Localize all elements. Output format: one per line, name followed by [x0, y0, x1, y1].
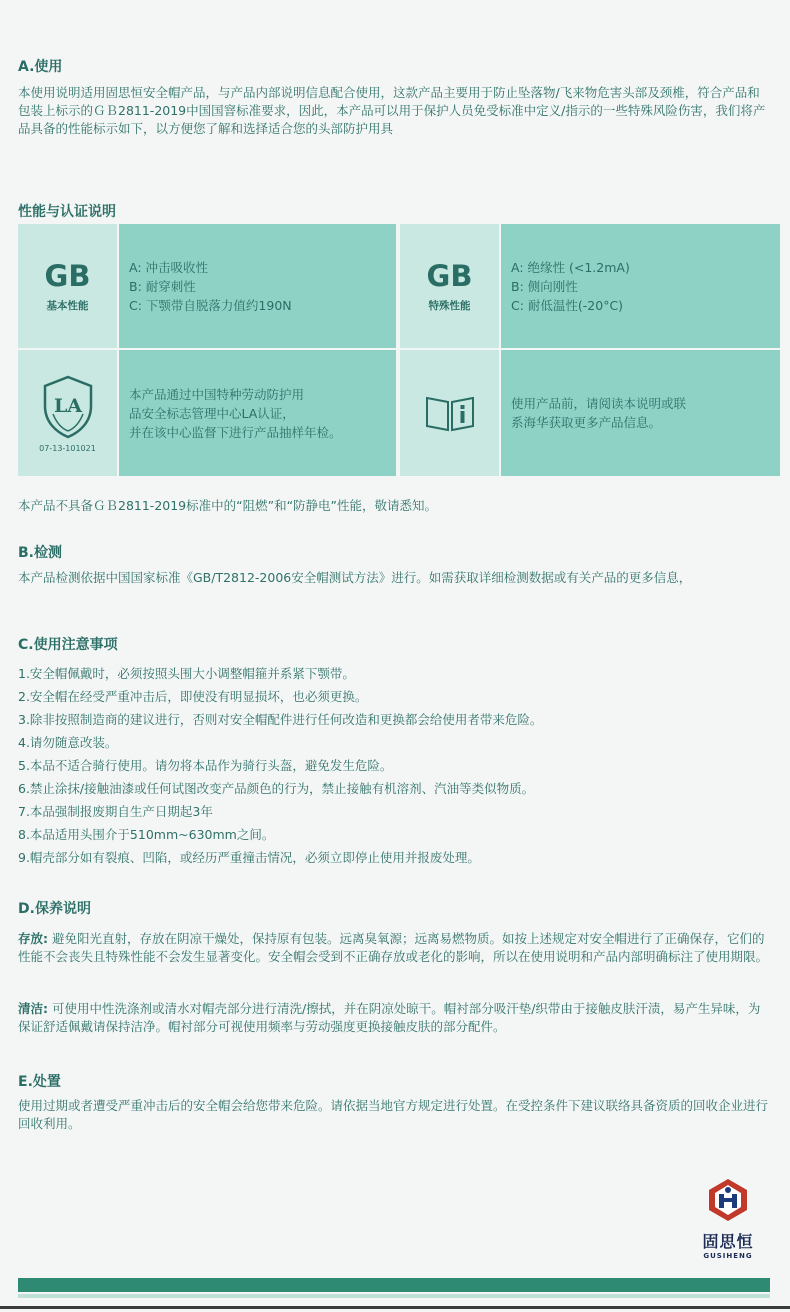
footer-bar-light: [18, 1294, 770, 1298]
basic-performance-badge: [18, 224, 117, 348]
brand-logo-icon: [705, 1177, 751, 1223]
storage-label: 存放:: [18, 931, 48, 946]
list-item: 7.本品强制报废期自生产日期起3年: [18, 804, 213, 819]
list-item: 4.请勿随意改装。: [18, 735, 118, 750]
list-item: 5.本品不适合骑行使用。请勿将本品作为骑行头盔，避免发生危险。: [18, 758, 393, 773]
clean-label: 清洁:: [18, 1001, 48, 1016]
la-certification-badge: [18, 350, 117, 476]
la-code: 07-13-101021: [39, 443, 96, 453]
la-certification-text: [119, 350, 396, 476]
basic-gb-code: GB: [44, 258, 91, 293]
section-e-title: E.处置: [18, 1074, 61, 1090]
performance-note: 本产品不具备ＧＢ2811-2019标准中的“阻燃”和“防静电”性能，敬请悉知。: [18, 498, 438, 513]
la-badge-text: LA: [53, 394, 82, 417]
manual-badge: [400, 350, 499, 476]
section-a-title: A.使用: [18, 59, 63, 75]
special-line-a: A: 绝缘性 (<1.2mA): [511, 259, 630, 275]
special-line-b: B: 侧向刚性: [511, 278, 578, 294]
la-line-3: 并在该中心监督下进行产品抽样年检。: [129, 424, 342, 440]
section-b-title: B.检测: [18, 545, 62, 561]
basic-performance-list: [119, 224, 396, 348]
special-line-c: C: 耐低温性(-20°C): [511, 297, 624, 313]
list-item: 1.安全帽佩戴时，必须按照头围大小调整帽箍并系紧下颚带。: [18, 666, 355, 681]
special-performance-badge: [400, 224, 499, 348]
list-item: 2.安全帽在经受严重冲击后，即使没有明显损坏，也必须更换。: [18, 689, 368, 704]
la-shield-icon: [39, 374, 97, 440]
brand-name-en: GUSIHENG: [703, 1252, 753, 1260]
storage-text: 避免阳光直射，存放在阴凉干燥处，保持原有包装。远离臭氧源；远离易燃物质。如按上述规定对安全帽进行了正确保存，它们的性能不会丧失且特殊性能不会发生显著变化。安全帽会受到不正确存放或老化的影响，所以在使用说明和产品内部明确标注了使用期限。: [18, 931, 769, 964]
basic-gb-label: 基本性能: [46, 299, 89, 312]
list-item: 8.本品适用头围介于510mm~630mm之间。: [18, 827, 275, 842]
list-item: 3.除非按照制造商的建议进行，否则对安全帽配件进行任何改造和更换都会给使用者带来危险。: [18, 712, 543, 727]
manual-text: [501, 350, 780, 476]
la-line-2: 品安全标志管理中心LA认证，: [129, 405, 295, 421]
special-gb-code: GB: [426, 258, 473, 293]
cleaning-paragraph: [18, 1000, 770, 1036]
performance-grid: [18, 224, 770, 476]
performance-title: 性能与认证说明: [18, 204, 116, 220]
basic-line-b: B: 耐穿刺性: [129, 278, 196, 294]
special-performance-list: [501, 224, 780, 348]
manual-line-2: 系海华获取更多产品信息。: [511, 415, 662, 430]
list-item: 9.帽壳部分如有裂痕、凹陷，或经历严重撞击情况，必须立即停止使用并报废处理。: [18, 850, 480, 865]
page-bottom-border: [0, 1306, 790, 1309]
section-d-title: D.保养说明: [18, 901, 91, 917]
storage-paragraph: [18, 930, 770, 966]
footer-bar: [18, 1278, 770, 1292]
basic-line-c: C: 下颚带自脱落力值约190N: [129, 297, 292, 313]
clean-text: 可使用中性洗涤剂或清水对帽壳部分进行清洗/擦拭，并在阴凉处晾干。帽衬部分吸汗垫/织带由于接触皮肤汗渍，易产生异味，为保证舒适佩戴请保持洁净。帽衬部分可视使用频率与劳动强度更换接触皮肤的部分配件。: [18, 1001, 761, 1034]
basic-line-a: A: 冲击吸收性: [129, 259, 209, 275]
la-line-1: 本产品通过中国特种劳动防护用: [129, 386, 305, 402]
section-e-body: 使用过期或者遭受严重冲击后的安全帽会给您带来危险。请依据当地官方规定进行处置。在受控条件下建议联络具备资质的回收企业进行回收利用。: [18, 1098, 769, 1131]
brand-name-cn: 固思恒: [702, 1232, 754, 1251]
read-manual-icon: [424, 393, 476, 433]
manual-line-1: 使用产品前，请阅读本说明或联: [511, 396, 687, 411]
precautions-list: [18, 662, 770, 869]
section-c-title: C.使用注意事项: [18, 637, 118, 653]
brand-logo: [696, 1177, 760, 1260]
list-item: 6.禁止涂抹/接触油漆或任何试图改变产品颜色的行为，禁止接触有机溶剂、汽油等类似物质。: [18, 781, 535, 796]
special-gb-label: 特殊性能: [428, 299, 471, 312]
section-b-body: 本产品检测依据中国国家标准《GB/T2812-2006安全帽测试方法》进行。如需获取详细检测数据或有关产品的更多信息，: [18, 570, 692, 585]
section-a-body: 本使用说明适用固思恒安全帽产品，与产品内部说明信息配合使用，这款产品主要用于防止坠落物/飞来物危害头部及颈椎，符合产品和包装上标示的ＧＢ2811-2019中国国窨标准要求，因此，本产品可以用于保护人员免受标准中定义/指示的一些特殊风险伤害，我们将产品具备的性能标示如下，以方便您了解和选择适合您的头部防护用具: [18, 85, 766, 136]
